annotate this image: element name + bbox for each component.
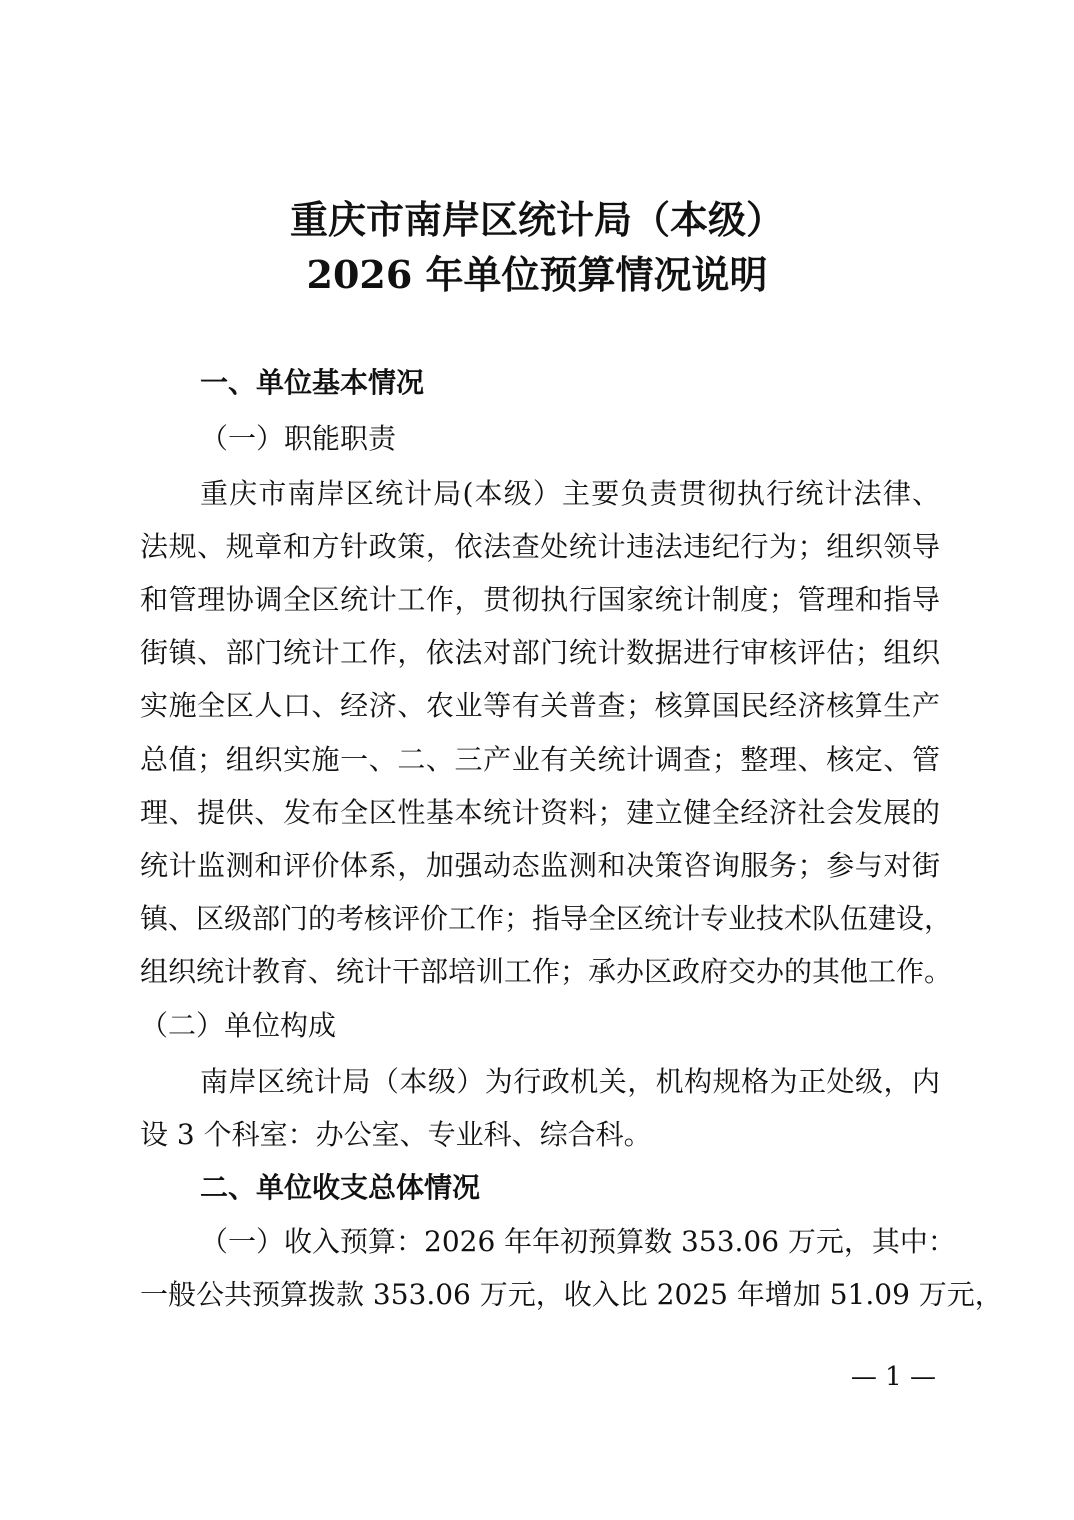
paragraph-line: 理、提供、发布全区性基本统计资料；建立健全经济社会发展的 — [140, 796, 940, 829]
paragraph-line: 南岸区统计局（本级）为行政机关，机构规格为正处级，内 — [200, 1065, 940, 1098]
page-number: — 1 — — [850, 1362, 936, 1392]
section-1-heading: 一、单位基本情况 — [200, 366, 425, 399]
paragraph-line: 镇、区级部门的考核评价工作；指导全区统计专业技术队伍建设， — [140, 902, 953, 935]
paragraph-line: 总值；组织实施一、二、三产业有关统计调查；整理、核定、管 — [140, 743, 940, 776]
paragraph-line: 重庆市南岸区统计局(本级）主要负责贯彻执行统计法律、 — [200, 477, 940, 510]
paragraph-line: 组织统计教育、统计干部培训工作；承办区政府交办的其他工作。 — [140, 955, 953, 988]
paragraph-line: 统计监测和评价体系，加强动态监测和决策咨询服务；参与对街 — [140, 849, 940, 882]
paragraph-line: 一般公共预算拨款 353.06 万元，收入比 2025 年增加 51.09 万元， — [140, 1278, 1003, 1311]
paragraph-line: （一）收入预算：2026 年年初预算数 353.06 万元，其中： — [200, 1225, 956, 1258]
document-title-line-1: 重庆市南岸区统计局（本级） — [289, 197, 784, 242]
section-2-heading: 二、单位收支总体情况 — [200, 1171, 481, 1204]
document-title-line-2: 2026 年单位预算情况说明 — [306, 252, 768, 297]
paragraph-line: 和管理协调全区统计工作，贯彻执行国家统计制度；管理和指导 — [140, 583, 940, 616]
paragraph-line: 法规、规章和方针政策，依法查处统计违法违纪行为；组织领导 — [140, 530, 940, 563]
subsection-1-heading: （一）职能职责 — [200, 422, 397, 455]
paragraph-line: 实施全区人口、经济、农业等有关普查；核算国民经济核算生产 — [140, 689, 940, 722]
paragraph-line: 街镇、部门统计工作，依法对部门统计数据进行审核评估；组织 — [140, 636, 940, 669]
subsection-2-heading: （二）单位构成 — [140, 1009, 337, 1042]
paragraph-line: 设 3 个科室：办公室、专业科、综合科。 — [140, 1118, 652, 1151]
